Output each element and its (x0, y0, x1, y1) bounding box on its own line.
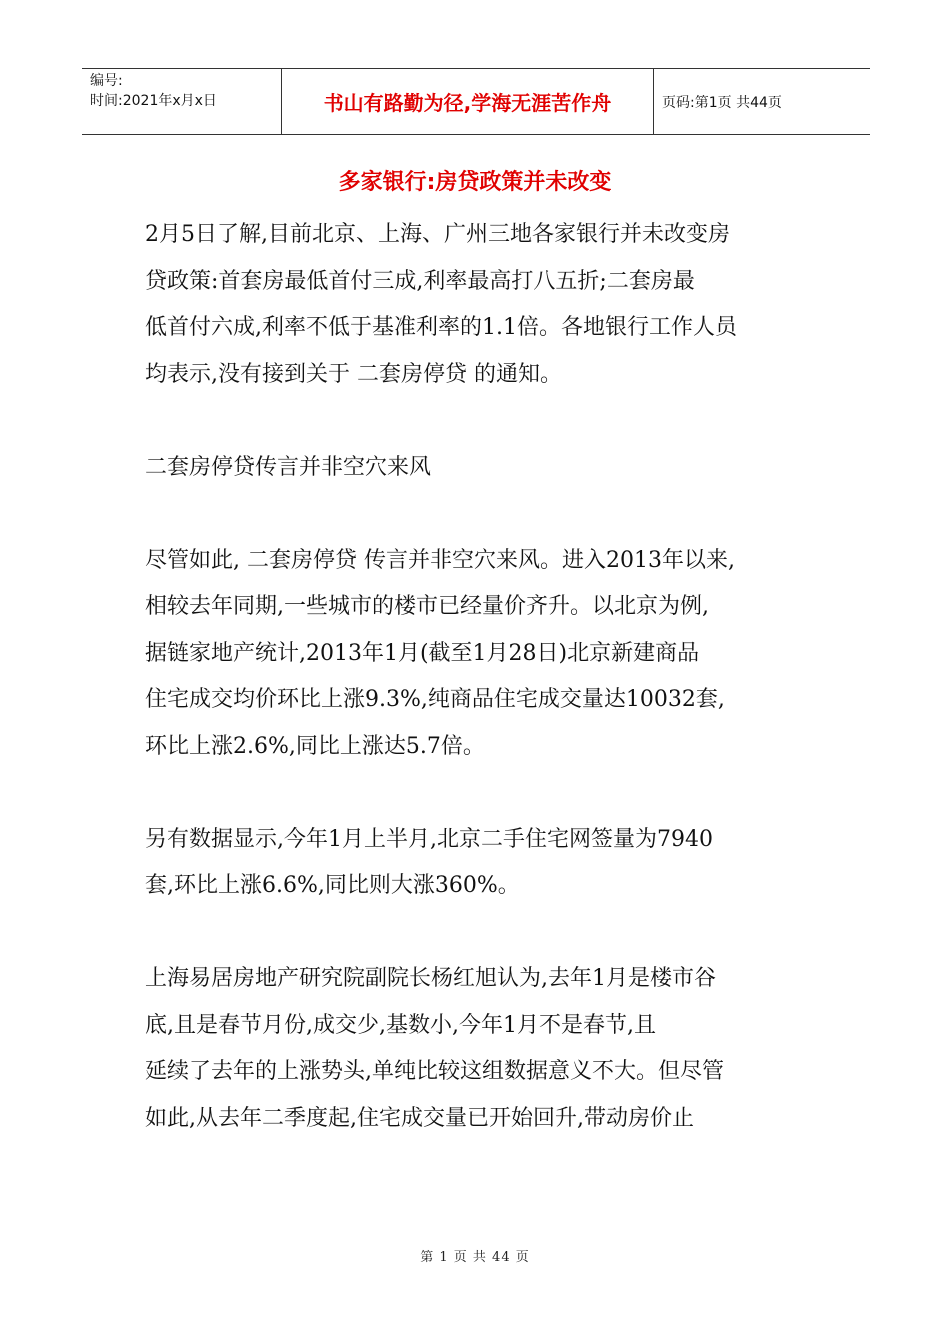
text-line: 另有数据显示,今年1月上半月,北京二手住宅网签量为7940 (145, 826, 713, 852)
header-page-info: 页码:第1页 共44页 (662, 94, 782, 111)
document-title: 多家银行:房贷政策并未改变 (338, 170, 612, 195)
text-line: 据链家地产统计,2013年1月(截至1月28日)北京新建商品 (145, 640, 700, 666)
document-time-label: 时间:2021年x月x日 (90, 93, 217, 109)
text-line: 均表示,没有接到关于 二套房停贷 的通知。 (145, 361, 562, 387)
document-number-label: 编号: (90, 73, 123, 89)
paragraph-5 (145, 956, 825, 1142)
text-line: 二套房停贷传言并非空穴来风 (145, 454, 432, 480)
paragraph-gap (145, 910, 825, 957)
document-body (145, 212, 825, 1142)
section-heading (145, 445, 825, 492)
text-line: 套,环比上涨6.6%,同比则大涨360%。 (145, 873, 520, 898)
text-line: 如此,从去年二季度起,住宅成交量已开始回升,带动房价止 (145, 1105, 694, 1131)
paragraph-gap (145, 398, 825, 445)
text-line: 环比上涨2.6%,同比上涨达5.7倍。 (145, 733, 485, 759)
text-line: 贷政策:首套房最低首付三成,利率最高打八五折;二套房最 (145, 268, 695, 294)
header-meta-cell (82, 69, 281, 134)
paragraph-gap (145, 491, 825, 538)
paragraph-4 (145, 817, 825, 910)
header-motto-cell (281, 69, 654, 134)
text-line: 2月5日了解,目前北京、上海、广州三地各家银行并未改变房 (145, 222, 730, 247)
page-footer: 第 1 页 共 44 页 (420, 1250, 530, 1265)
header-motto: 书山有路勤为径,学海无涯苦作舟 (323, 91, 612, 115)
text-line: 低首付六成,利率不低于基准利率的1.1倍。各地银行工作人员 (145, 315, 737, 340)
text-line: 上海易居房地产研究院副院长杨红旭认为,去年1月是楼市谷 (145, 966, 716, 991)
paragraph-1 (145, 212, 825, 398)
text-line: 相较去年同期,一些城市的楼市已经量价齐升。以北京为例, (145, 594, 709, 619)
paragraph-3 (145, 538, 825, 771)
text-line: 住宅成交均价环比上涨9.3%,纯商品住宅成交量达10032套, (145, 687, 725, 712)
text-line: 延续了去年的上涨势头,单纯比较这组数据意义不大。但尽管 (145, 1059, 724, 1084)
text-line: 尽管如此, 二套房停贷 传言并非空穴来风。进入2013年以来, (145, 547, 735, 573)
header-page-cell (654, 69, 870, 134)
text-line: 底,且是春节月份,成交少,基数小,今年1月不是春节,且 (145, 1012, 656, 1038)
header-table (82, 68, 870, 135)
paragraph-gap (145, 770, 825, 817)
